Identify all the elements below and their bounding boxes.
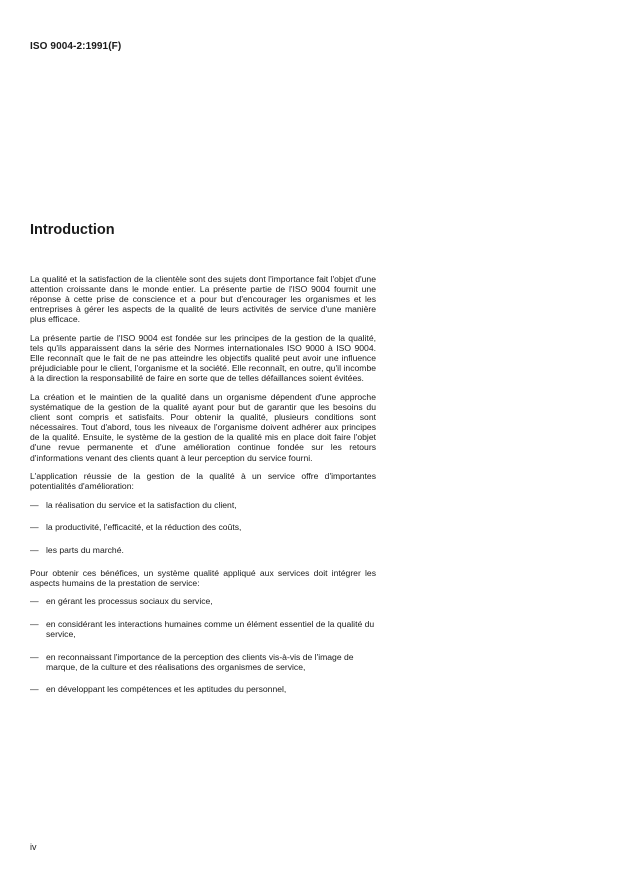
list-dash: — xyxy=(30,618,39,629)
document-reference: ISO 9004-2:1991(F) xyxy=(30,41,122,52)
list-dash: — xyxy=(30,684,39,695)
list-item-text: en reconnaissant l'importance de la perception des clients vis-à-vis de l'image de marque, de la culture et des réalisations des organismes de service, xyxy=(46,651,354,672)
list-item xyxy=(30,652,376,672)
list-dash: — xyxy=(30,522,39,533)
list-item xyxy=(30,522,376,532)
paragraph-principles: La présente partie de l'ISO 9004 est fondée sur les principes de la gestion de la qualité, tels qu'ils apparaissent dans la série des Normes internationales ISO 9000 à ISO 9004. Elle reconnaît que le fait de ne pas atteindre les objectifs qualité peut avoir une influence préjudiciable pour le client, l'organisme et la société. Elle reconnaît, en outre, qu'il incombe à la direction la responsabilité de faire en sorte que de telles défaillances soient évitées. xyxy=(30,332,376,384)
list-dash: — xyxy=(30,651,39,662)
paragraph-human-aspects: Pour obtenir ces bénéfices, un système qualité appliqué aux services doit intégrer les aspects humains de la prestation de service: xyxy=(30,567,376,588)
list-dash: — xyxy=(30,596,39,607)
list-item xyxy=(30,596,376,606)
list-item xyxy=(30,545,376,555)
list-item-text: la réalisation du service et la satisfaction du client, xyxy=(46,499,237,510)
list-item xyxy=(30,684,376,694)
page-number: iv xyxy=(30,842,37,852)
list-dash: — xyxy=(30,499,39,510)
section-title: Introduction xyxy=(30,222,115,238)
list-item-text: en développant les compétences et les aptitudes du personnel, xyxy=(46,684,287,695)
introduction-body xyxy=(30,274,376,707)
paragraph-improvement-potential: L'application réussie de la gestion de la qualité à un service offre d'importantes potentialités d'amélioration: xyxy=(30,471,376,492)
list-item-text: en gérant les processus sociaux du service, xyxy=(46,596,213,607)
benefits-list xyxy=(30,500,376,555)
list-item-text: les parts du marché. xyxy=(46,544,124,555)
list-item xyxy=(30,500,376,510)
list-dash: — xyxy=(30,544,39,555)
paragraph-quality-importance: La qualité et la satisfaction de la clientèle sont des sujets dont l'importance fait l'objet d'une attention croissante dans le monde entier. La présente partie de l'ISO 9004 fournit une réponse à cette prise de conscience et a pour but d'encourager les organismes et les entreprises à gérer les aspects de la qualité de leurs activités de service d'une manière plus efficace. xyxy=(30,274,376,325)
list-item xyxy=(30,619,376,639)
paragraph-systematic-approach: La création et le maintien de la qualité dans un organisme dépendent d'une approche systématique de la gestion de la qualité ayant pour but de garantir que les besoins du client sont compris et satisfaits. Pour obtenir la qualité, plusieurs conditions sont nécessaires. Tout d'abord, tous les niveaux de l'organisme doivent adhérer aux principes de la qualité. Ensuite, le système de la gestion de la qualité mis en place doit faire l'objet d'une revue permanente et d'une amélioration continue fondée sur les retours d'informations venant des clients quant à leur perception du service fourni. xyxy=(30,391,376,463)
human-aspects-list xyxy=(30,596,376,694)
list-item-text: la productivité, l'efficacité, et la réduction des coûts, xyxy=(46,522,242,533)
list-item-text: en considérant les interactions humaines comme un élément essentiel de la qualité du service, xyxy=(46,618,375,639)
